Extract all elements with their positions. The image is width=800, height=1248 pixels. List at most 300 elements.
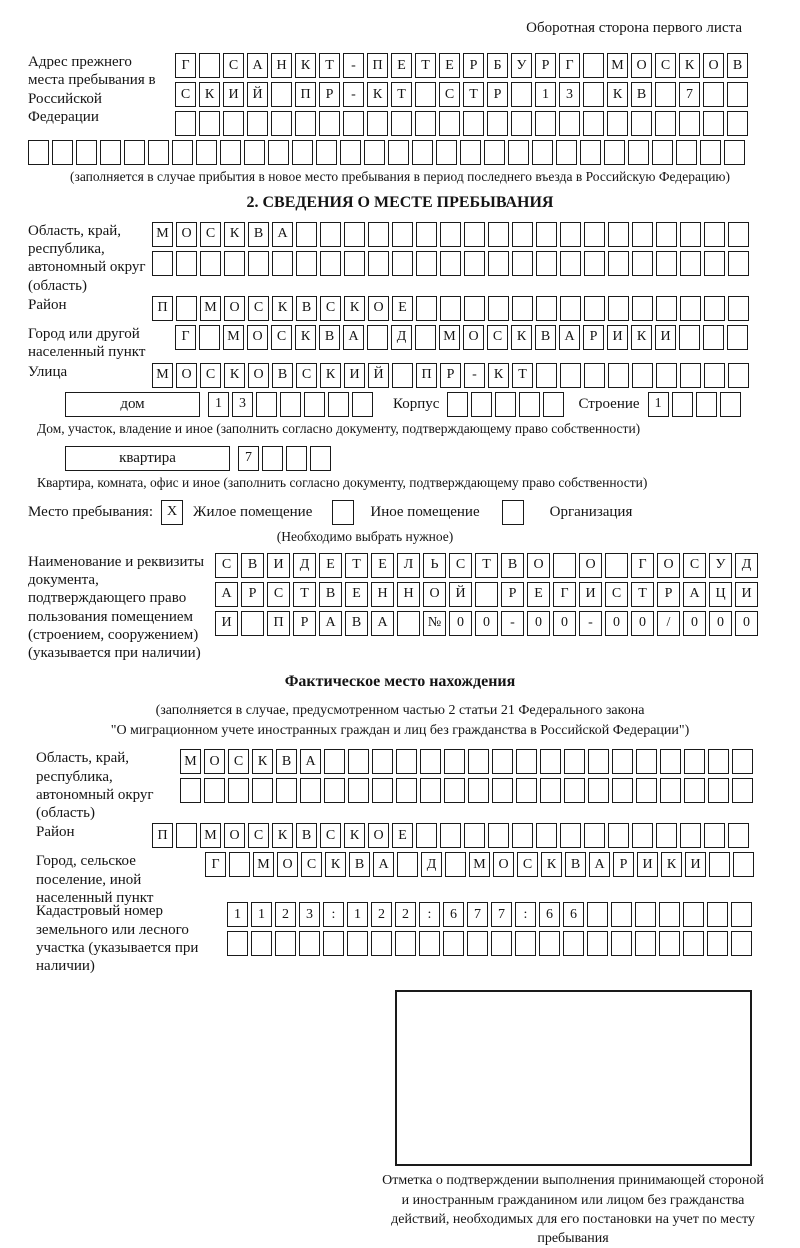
char-cell[interactable]: К bbox=[224, 363, 245, 388]
char-cell[interactable]: Г bbox=[631, 553, 654, 578]
char-cell[interactable] bbox=[659, 931, 680, 956]
char-cell[interactable] bbox=[608, 222, 629, 247]
char-cell[interactable]: 1 bbox=[208, 392, 229, 417]
char-cell[interactable] bbox=[704, 363, 725, 388]
char-cell[interactable] bbox=[391, 111, 412, 136]
char-cell[interactable]: И bbox=[607, 325, 628, 350]
char-cell[interactable] bbox=[296, 222, 317, 247]
char-cell[interactable] bbox=[262, 446, 283, 471]
char-cell[interactable] bbox=[352, 392, 373, 417]
char-cell[interactable] bbox=[364, 140, 385, 165]
char-cell[interactable]: Р bbox=[293, 611, 316, 636]
char-cell[interactable] bbox=[708, 749, 729, 774]
char-cell[interactable] bbox=[420, 778, 441, 803]
char-cell[interactable]: К bbox=[488, 363, 509, 388]
char-cell[interactable]: С bbox=[449, 553, 472, 578]
char-cell[interactable]: К bbox=[325, 852, 346, 877]
char-cell[interactable] bbox=[655, 82, 676, 107]
char-cell[interactable] bbox=[172, 140, 193, 165]
char-cell[interactable] bbox=[604, 140, 625, 165]
char-cell[interactable] bbox=[368, 222, 389, 247]
char-cell[interactable] bbox=[471, 392, 492, 417]
char-cell[interactable]: Т bbox=[475, 553, 498, 578]
char-cell[interactable]: Т bbox=[631, 582, 654, 607]
char-cell[interactable] bbox=[516, 749, 537, 774]
char-cell[interactable]: К bbox=[320, 363, 341, 388]
char-cell[interactable]: О bbox=[176, 222, 197, 247]
char-cell[interactable] bbox=[708, 778, 729, 803]
char-cell[interactable] bbox=[488, 251, 509, 276]
char-cell[interactable] bbox=[300, 778, 321, 803]
char-cell[interactable] bbox=[660, 778, 681, 803]
char-cell[interactable]: Т bbox=[512, 363, 533, 388]
char-cell[interactable]: А bbox=[300, 749, 321, 774]
char-cell[interactable] bbox=[199, 325, 220, 350]
char-cell[interactable] bbox=[229, 852, 250, 877]
char-cell[interactable] bbox=[631, 111, 652, 136]
char-cell[interactable] bbox=[292, 140, 313, 165]
char-cell[interactable] bbox=[733, 852, 754, 877]
char-cell[interactable]: Г bbox=[175, 325, 196, 350]
char-cell[interactable]: 7 bbox=[491, 902, 512, 927]
char-cell[interactable]: О bbox=[579, 553, 602, 578]
char-cell[interactable] bbox=[535, 111, 556, 136]
char-cell[interactable]: М bbox=[223, 325, 244, 350]
char-cell[interactable] bbox=[612, 749, 633, 774]
char-cell[interactable] bbox=[632, 296, 653, 321]
char-cell[interactable]: 1 bbox=[347, 902, 368, 927]
char-cell[interactable] bbox=[704, 823, 725, 848]
char-cell[interactable] bbox=[728, 296, 749, 321]
char-cell[interactable] bbox=[559, 111, 580, 136]
char-cell[interactable] bbox=[372, 778, 393, 803]
char-cell[interactable]: П bbox=[267, 611, 290, 636]
char-cell[interactable] bbox=[516, 778, 537, 803]
char-cell[interactable] bbox=[176, 251, 197, 276]
char-cell[interactable] bbox=[608, 296, 629, 321]
char-cell[interactable]: Е bbox=[371, 553, 394, 578]
char-cell[interactable] bbox=[340, 140, 361, 165]
char-cell[interactable] bbox=[199, 111, 220, 136]
char-cell[interactable] bbox=[487, 111, 508, 136]
char-cell[interactable]: Н bbox=[271, 53, 292, 78]
char-cell[interactable] bbox=[584, 251, 605, 276]
char-cell[interactable] bbox=[319, 111, 340, 136]
char-cell[interactable] bbox=[248, 251, 269, 276]
char-cell[interactable]: И bbox=[344, 363, 365, 388]
char-cell[interactable]: Д bbox=[421, 852, 442, 877]
char-cell[interactable]: Е bbox=[392, 296, 413, 321]
checkbox-inoe[interactable] bbox=[332, 500, 354, 525]
char-cell[interactable]: Ц bbox=[709, 582, 732, 607]
char-cell[interactable] bbox=[280, 392, 301, 417]
char-cell[interactable] bbox=[296, 251, 317, 276]
char-cell[interactable]: О bbox=[703, 53, 724, 78]
char-cell[interactable]: О bbox=[248, 363, 269, 388]
char-cell[interactable] bbox=[484, 140, 505, 165]
char-cell[interactable]: Т bbox=[319, 53, 340, 78]
char-cell[interactable] bbox=[612, 778, 633, 803]
char-cell[interactable] bbox=[536, 251, 557, 276]
char-cell[interactable]: А bbox=[319, 611, 342, 636]
char-cell[interactable]: М bbox=[253, 852, 274, 877]
char-cell[interactable] bbox=[488, 823, 509, 848]
char-cell[interactable] bbox=[52, 140, 73, 165]
char-cell[interactable] bbox=[683, 931, 704, 956]
char-cell[interactable] bbox=[632, 363, 653, 388]
char-cell[interactable]: С bbox=[320, 296, 341, 321]
char-cell[interactable]: В bbox=[248, 222, 269, 247]
char-cell[interactable]: Р bbox=[463, 53, 484, 78]
char-cell[interactable]: У bbox=[709, 553, 732, 578]
char-cell[interactable]: И bbox=[735, 582, 758, 607]
char-cell[interactable]: С bbox=[175, 82, 196, 107]
char-cell[interactable] bbox=[553, 553, 576, 578]
char-cell[interactable] bbox=[700, 140, 721, 165]
char-cell[interactable] bbox=[460, 140, 481, 165]
char-cell[interactable] bbox=[628, 140, 649, 165]
char-cell[interactable]: Р bbox=[657, 582, 680, 607]
char-cell[interactable] bbox=[440, 251, 461, 276]
char-cell[interactable] bbox=[511, 111, 532, 136]
char-cell[interactable] bbox=[656, 363, 677, 388]
char-cell[interactable]: 7 bbox=[238, 446, 259, 471]
char-cell[interactable]: - bbox=[464, 363, 485, 388]
char-cell[interactable]: В bbox=[272, 363, 293, 388]
char-cell[interactable] bbox=[512, 222, 533, 247]
char-cell[interactable]: 0 bbox=[553, 611, 576, 636]
char-cell[interactable] bbox=[228, 778, 249, 803]
char-cell[interactable] bbox=[635, 902, 656, 927]
char-cell[interactable] bbox=[656, 251, 677, 276]
char-cell[interactable] bbox=[276, 778, 297, 803]
char-cell[interactable]: К bbox=[607, 82, 628, 107]
char-cell[interactable] bbox=[492, 778, 513, 803]
char-cell[interactable] bbox=[464, 823, 485, 848]
char-cell[interactable] bbox=[632, 823, 653, 848]
char-cell[interactable] bbox=[703, 111, 724, 136]
char-cell[interactable] bbox=[676, 140, 697, 165]
char-cell[interactable]: Е bbox=[319, 553, 342, 578]
char-cell[interactable] bbox=[320, 251, 341, 276]
char-cell[interactable] bbox=[583, 82, 604, 107]
char-cell[interactable] bbox=[204, 778, 225, 803]
char-cell[interactable]: В bbox=[631, 82, 652, 107]
char-cell[interactable] bbox=[512, 251, 533, 276]
char-cell[interactable]: А bbox=[371, 611, 394, 636]
char-cell[interactable] bbox=[660, 749, 681, 774]
char-cell[interactable]: К bbox=[272, 823, 293, 848]
char-cell[interactable]: С bbox=[605, 582, 628, 607]
char-cell[interactable] bbox=[636, 749, 657, 774]
char-cell[interactable]: В bbox=[296, 823, 317, 848]
char-cell[interactable] bbox=[560, 222, 581, 247]
char-cell[interactable]: - bbox=[343, 53, 364, 78]
char-cell[interactable] bbox=[124, 140, 145, 165]
char-cell[interactable] bbox=[397, 611, 420, 636]
char-cell[interactable] bbox=[443, 931, 464, 956]
char-cell[interactable] bbox=[392, 251, 413, 276]
char-cell[interactable]: Р bbox=[241, 582, 264, 607]
char-cell[interactable]: К bbox=[295, 325, 316, 350]
char-cell[interactable] bbox=[587, 931, 608, 956]
char-cell[interactable]: 0 bbox=[527, 611, 550, 636]
char-cell[interactable] bbox=[584, 222, 605, 247]
char-cell[interactable]: Р bbox=[487, 82, 508, 107]
char-cell[interactable]: К bbox=[252, 749, 273, 774]
char-cell[interactable]: В bbox=[319, 582, 342, 607]
char-cell[interactable]: Н bbox=[397, 582, 420, 607]
char-cell[interactable]: О bbox=[176, 363, 197, 388]
char-cell[interactable]: / bbox=[657, 611, 680, 636]
char-cell[interactable] bbox=[632, 222, 653, 247]
char-cell[interactable] bbox=[511, 82, 532, 107]
char-cell[interactable]: О bbox=[368, 823, 389, 848]
char-cell[interactable]: Т bbox=[463, 82, 484, 107]
char-cell[interactable]: К bbox=[272, 296, 293, 321]
char-cell[interactable] bbox=[347, 931, 368, 956]
char-cell[interactable] bbox=[344, 222, 365, 247]
checkbox-zhiloe[interactable]: X bbox=[161, 500, 183, 525]
char-cell[interactable] bbox=[703, 82, 724, 107]
char-cell[interactable] bbox=[440, 222, 461, 247]
char-cell[interactable]: М bbox=[180, 749, 201, 774]
char-cell[interactable]: : bbox=[323, 902, 344, 927]
char-cell[interactable] bbox=[200, 251, 221, 276]
char-cell[interactable]: М bbox=[607, 53, 628, 78]
char-cell[interactable] bbox=[244, 140, 265, 165]
char-cell[interactable]: Й bbox=[247, 82, 268, 107]
char-cell[interactable]: О bbox=[423, 582, 446, 607]
char-cell[interactable] bbox=[584, 363, 605, 388]
char-cell[interactable] bbox=[707, 902, 728, 927]
char-cell[interactable]: Р bbox=[535, 53, 556, 78]
char-cell[interactable]: О bbox=[247, 325, 268, 350]
char-cell[interactable] bbox=[316, 140, 337, 165]
char-cell[interactable]: Й bbox=[449, 582, 472, 607]
char-cell[interactable] bbox=[584, 296, 605, 321]
char-cell[interactable] bbox=[560, 251, 581, 276]
char-cell[interactable]: О bbox=[657, 553, 680, 578]
char-cell[interactable]: В bbox=[345, 611, 368, 636]
char-cell[interactable] bbox=[343, 111, 364, 136]
char-cell[interactable]: В bbox=[565, 852, 586, 877]
char-cell[interactable] bbox=[367, 111, 388, 136]
char-cell[interactable] bbox=[419, 931, 440, 956]
char-cell[interactable] bbox=[724, 140, 745, 165]
char-cell[interactable] bbox=[416, 296, 437, 321]
char-cell[interactable]: М bbox=[200, 823, 221, 848]
char-cell[interactable] bbox=[512, 296, 533, 321]
char-cell[interactable]: - bbox=[501, 611, 524, 636]
char-cell[interactable] bbox=[468, 778, 489, 803]
char-cell[interactable] bbox=[256, 392, 277, 417]
char-cell[interactable] bbox=[328, 392, 349, 417]
char-cell[interactable] bbox=[684, 749, 705, 774]
char-cell[interactable] bbox=[532, 140, 553, 165]
char-cell[interactable] bbox=[656, 222, 677, 247]
char-cell[interactable] bbox=[635, 931, 656, 956]
char-cell[interactable]: И bbox=[579, 582, 602, 607]
char-cell[interactable] bbox=[659, 902, 680, 927]
char-cell[interactable] bbox=[655, 111, 676, 136]
char-cell[interactable] bbox=[463, 111, 484, 136]
char-cell[interactable] bbox=[464, 296, 485, 321]
char-cell[interactable]: : bbox=[419, 902, 440, 927]
char-cell[interactable]: Н bbox=[371, 582, 394, 607]
char-cell[interactable] bbox=[707, 931, 728, 956]
checkbox-organizaciya[interactable] bbox=[502, 500, 524, 525]
char-cell[interactable] bbox=[515, 931, 536, 956]
char-cell[interactable] bbox=[28, 140, 49, 165]
char-cell[interactable]: К bbox=[344, 296, 365, 321]
char-cell[interactable]: С bbox=[517, 852, 538, 877]
char-cell[interactable] bbox=[252, 778, 273, 803]
char-cell[interactable]: О bbox=[277, 852, 298, 877]
char-cell[interactable]: А bbox=[683, 582, 706, 607]
char-cell[interactable]: 0 bbox=[605, 611, 628, 636]
char-cell[interactable] bbox=[679, 111, 700, 136]
char-cell[interactable]: В bbox=[319, 325, 340, 350]
char-cell[interactable]: 7 bbox=[467, 902, 488, 927]
char-cell[interactable]: С bbox=[296, 363, 317, 388]
char-cell[interactable]: М bbox=[439, 325, 460, 350]
char-cell[interactable] bbox=[563, 931, 584, 956]
char-cell[interactable] bbox=[588, 778, 609, 803]
char-cell[interactable]: В bbox=[501, 553, 524, 578]
char-cell[interactable]: О bbox=[463, 325, 484, 350]
char-cell[interactable] bbox=[396, 778, 417, 803]
char-cell[interactable]: 1 bbox=[227, 902, 248, 927]
char-cell[interactable]: А bbox=[247, 53, 268, 78]
char-cell[interactable]: - bbox=[343, 82, 364, 107]
char-cell[interactable]: А bbox=[559, 325, 580, 350]
char-cell[interactable]: 0 bbox=[631, 611, 654, 636]
char-cell[interactable] bbox=[607, 111, 628, 136]
char-cell[interactable]: М bbox=[200, 296, 221, 321]
char-cell[interactable]: К bbox=[631, 325, 652, 350]
char-cell[interactable] bbox=[728, 823, 749, 848]
char-cell[interactable]: П bbox=[152, 296, 173, 321]
char-cell[interactable] bbox=[440, 823, 461, 848]
char-cell[interactable] bbox=[299, 931, 320, 956]
char-cell[interactable] bbox=[310, 446, 331, 471]
char-cell[interactable]: М bbox=[469, 852, 490, 877]
char-cell[interactable]: А bbox=[373, 852, 394, 877]
char-cell[interactable] bbox=[295, 111, 316, 136]
char-cell[interactable] bbox=[304, 392, 325, 417]
char-cell[interactable]: 0 bbox=[449, 611, 472, 636]
char-cell[interactable] bbox=[652, 140, 673, 165]
char-cell[interactable]: 0 bbox=[683, 611, 706, 636]
char-cell[interactable] bbox=[344, 251, 365, 276]
char-cell[interactable]: У bbox=[511, 53, 532, 78]
char-cell[interactable] bbox=[148, 140, 169, 165]
char-cell[interactable] bbox=[100, 140, 121, 165]
char-cell[interactable] bbox=[580, 140, 601, 165]
char-cell[interactable]: - bbox=[579, 611, 602, 636]
char-cell[interactable]: К bbox=[511, 325, 532, 350]
char-cell[interactable]: Т bbox=[293, 582, 316, 607]
char-cell[interactable]: Т bbox=[345, 553, 368, 578]
char-cell[interactable] bbox=[727, 111, 748, 136]
char-cell[interactable]: Л bbox=[397, 553, 420, 578]
char-cell[interactable]: К bbox=[295, 53, 316, 78]
char-cell[interactable]: М bbox=[152, 222, 173, 247]
char-cell[interactable]: И bbox=[637, 852, 658, 877]
char-cell[interactable]: А bbox=[272, 222, 293, 247]
char-cell[interactable] bbox=[731, 902, 752, 927]
char-cell[interactable]: Г bbox=[205, 852, 226, 877]
char-cell[interactable] bbox=[704, 296, 725, 321]
char-cell[interactable] bbox=[176, 296, 197, 321]
char-cell[interactable]: К bbox=[679, 53, 700, 78]
char-cell[interactable] bbox=[416, 823, 437, 848]
char-cell[interactable]: О bbox=[368, 296, 389, 321]
char-cell[interactable] bbox=[415, 82, 436, 107]
char-cell[interactable]: 1 bbox=[648, 392, 669, 417]
char-cell[interactable] bbox=[444, 749, 465, 774]
char-cell[interactable]: Т bbox=[391, 82, 412, 107]
char-cell[interactable]: П bbox=[367, 53, 388, 78]
char-cell[interactable]: В bbox=[276, 749, 297, 774]
char-cell[interactable] bbox=[536, 222, 557, 247]
char-cell[interactable] bbox=[560, 363, 581, 388]
char-cell[interactable] bbox=[467, 931, 488, 956]
char-cell[interactable] bbox=[271, 82, 292, 107]
char-cell[interactable] bbox=[420, 749, 441, 774]
char-cell[interactable] bbox=[320, 222, 341, 247]
char-cell[interactable]: М bbox=[152, 363, 173, 388]
char-cell[interactable]: К bbox=[661, 852, 682, 877]
char-cell[interactable]: А bbox=[589, 852, 610, 877]
char-cell[interactable]: В bbox=[296, 296, 317, 321]
char-cell[interactable] bbox=[491, 931, 512, 956]
char-cell[interactable]: О bbox=[224, 296, 245, 321]
char-cell[interactable] bbox=[727, 325, 748, 350]
char-cell[interactable]: С bbox=[655, 53, 676, 78]
char-cell[interactable] bbox=[583, 111, 604, 136]
char-cell[interactable]: И bbox=[655, 325, 676, 350]
char-cell[interactable] bbox=[536, 296, 557, 321]
char-cell[interactable] bbox=[397, 852, 418, 877]
char-cell[interactable] bbox=[223, 111, 244, 136]
char-cell[interactable] bbox=[608, 823, 629, 848]
char-cell[interactable]: Р bbox=[583, 325, 604, 350]
char-cell[interactable] bbox=[492, 749, 513, 774]
char-cell[interactable]: С bbox=[200, 363, 221, 388]
char-cell[interactable] bbox=[709, 852, 730, 877]
char-cell[interactable] bbox=[488, 222, 509, 247]
char-cell[interactable] bbox=[367, 325, 388, 350]
char-cell[interactable] bbox=[680, 823, 701, 848]
char-cell[interactable] bbox=[488, 296, 509, 321]
char-cell[interactable] bbox=[732, 778, 753, 803]
char-cell[interactable]: С bbox=[271, 325, 292, 350]
char-cell[interactable]: 1 bbox=[251, 902, 272, 927]
char-cell[interactable] bbox=[272, 251, 293, 276]
char-cell[interactable]: 1 bbox=[535, 82, 556, 107]
char-cell[interactable]: 0 bbox=[475, 611, 498, 636]
char-cell[interactable] bbox=[519, 392, 540, 417]
char-cell[interactable] bbox=[220, 140, 241, 165]
char-cell[interactable]: К bbox=[541, 852, 562, 877]
char-cell[interactable] bbox=[348, 778, 369, 803]
char-cell[interactable]: В bbox=[727, 53, 748, 78]
char-cell[interactable] bbox=[536, 363, 557, 388]
char-cell[interactable] bbox=[368, 251, 389, 276]
char-cell[interactable]: Р bbox=[613, 852, 634, 877]
